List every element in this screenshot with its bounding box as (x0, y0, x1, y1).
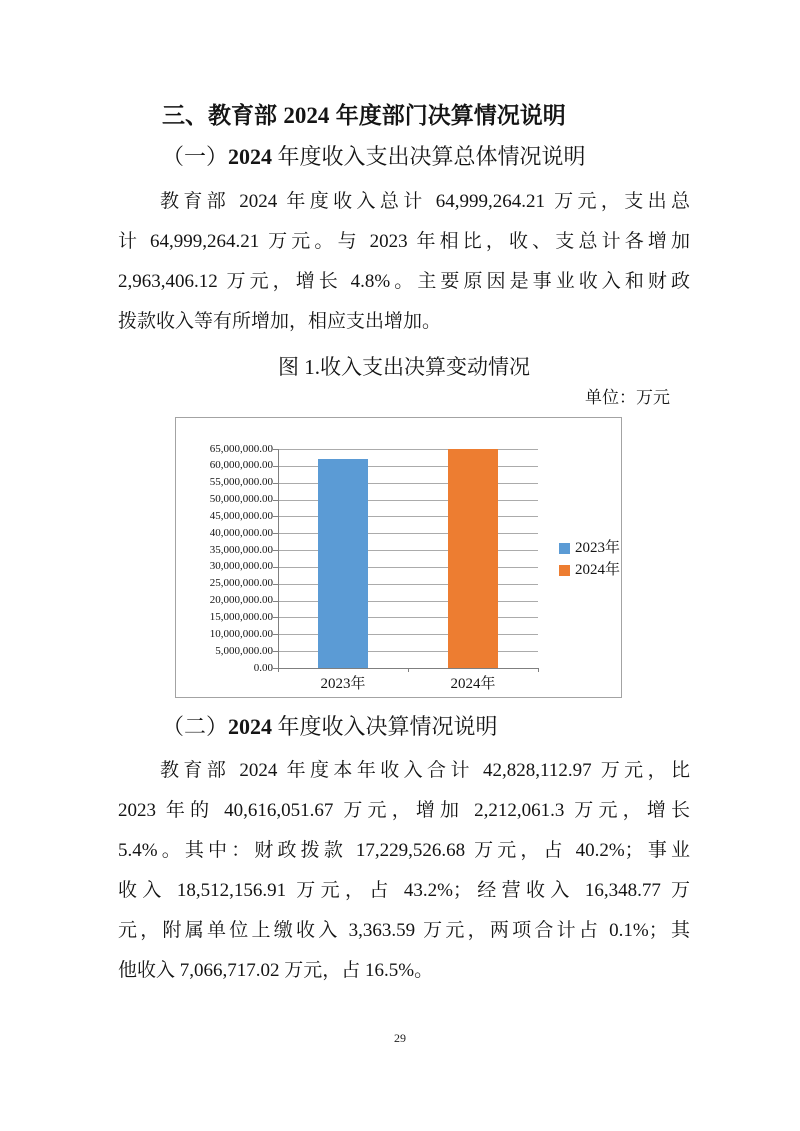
y-axis-line (278, 449, 279, 668)
subsection-suffix: 年度收入决算情况说明 (272, 714, 498, 739)
subsection-prefix: （二） (162, 714, 229, 739)
chart-gridline (278, 601, 538, 602)
text-line: 收入 18,512,156.91 万元，占 43.2%；经营收入 16,348.77 万 (118, 880, 690, 901)
text-line: 教育部 2024 年度收入总计 64,999,264.21 万元，支出总 (160, 191, 690, 212)
chart-gridline (278, 516, 538, 517)
text-line: 拨款收入等有所增加，相应支出增加。 (118, 311, 442, 332)
text-line: 他收入 7,066,717.02 万元，占 16.5%。 (118, 960, 434, 981)
chart-gridline (278, 617, 538, 618)
figure-chart (175, 417, 622, 698)
y-axis-tick-label: 45,000,000.00 (209, 509, 273, 522)
legend-swatch-icon (559, 543, 570, 554)
chart-bar-2023年 (318, 459, 368, 668)
y-axis-tick-label: 40,000,000.00 (209, 526, 273, 539)
page-number: 29 (394, 1031, 406, 1045)
subsection-suffix: 年度收入支出决算总体情况说明 (272, 144, 586, 169)
x-axis-tick (538, 668, 539, 672)
text-line: 5.4%。其中：财政拨款 17,229,526.68 万元，占 40.2%；事业 (118, 840, 690, 861)
text-line: 教育部 2024 年度本年收入合计 42,828,112.97 万元，比 (160, 760, 690, 781)
subsection-heading-2 (118, 712, 690, 742)
chart-gridline (278, 550, 538, 551)
body-paragraph-1 (118, 182, 690, 342)
y-axis-tick-label: 10,000,000.00 (209, 627, 273, 640)
subsection-heading-1 (118, 142, 690, 172)
y-axis-tick-label: 20,000,000.00 (209, 594, 273, 607)
chart-gridline (278, 567, 538, 568)
subsection-year: 2024 (228, 144, 273, 169)
chart-gridline (278, 651, 538, 652)
y-axis-tick-label: 55,000,000.00 (209, 476, 273, 489)
chart-gridline (278, 449, 538, 450)
chart-gridline (278, 483, 538, 484)
body-paragraph-2 (118, 751, 690, 991)
y-axis-tick-label: 30,000,000.00 (209, 560, 273, 573)
legend-swatch-icon (559, 565, 570, 576)
legend-label: 2023年 (575, 540, 621, 556)
text-line: 计 64,999,264.21 万元。与 2023 年相比，收、支总计各增加 (118, 231, 690, 252)
chart-gridline (278, 584, 538, 585)
chart-gridline (278, 634, 538, 635)
heading-text-suffix: 年度部门决算情况说明 (329, 102, 566, 128)
subsection-year: 2024 (228, 714, 273, 739)
chart-bar-2024年 (448, 449, 498, 668)
y-axis-tick-label: 0.00 (253, 661, 273, 674)
y-axis-tick-label: 35,000,000.00 (209, 543, 273, 556)
y-axis-tick-label: 15,000,000.00 (209, 610, 273, 623)
x-axis-tick (278, 668, 279, 672)
heading-text-prefix: 三、教育部 (162, 102, 284, 128)
text-line: 元，附属单位上缴收入 3,363.59 万元，两项合计占 0.1%；其 (118, 920, 690, 941)
y-axis-tick-label: 60,000,000.00 (209, 459, 273, 472)
subsection-prefix: （一） (162, 144, 229, 169)
x-axis-tick (408, 668, 409, 672)
text-line: 2023 年的 40,616,051.67 万元，增加 2,212,061.3 万元，增长 (118, 800, 690, 821)
legend-label: 2024年 (575, 562, 621, 578)
heading-year: 2024 (283, 103, 330, 128)
y-axis-tick-label: 65,000,000.00 (209, 442, 273, 455)
y-axis-tick-label: 25,000,000.00 (209, 577, 273, 590)
section-heading-level1 (118, 100, 690, 131)
chart-gridline (278, 500, 538, 501)
text-line: 2,963,406.12 万元，增长 4.8%。主要原因是事业收入和财政 (118, 271, 690, 292)
x-axis-category-label: 2023年 (320, 676, 366, 692)
x-axis-category-label: 2024年 (450, 676, 496, 692)
chart-gridline (278, 533, 538, 534)
chart-gridline (278, 466, 538, 467)
figure-unit-label: 单位：万元 (585, 388, 670, 407)
figure-caption: 图 1.收入支出决算变动情况 (278, 355, 530, 379)
y-axis-tick-label: 50,000,000.00 (209, 493, 273, 506)
y-axis-tick-label: 5,000,000.00 (215, 644, 273, 657)
